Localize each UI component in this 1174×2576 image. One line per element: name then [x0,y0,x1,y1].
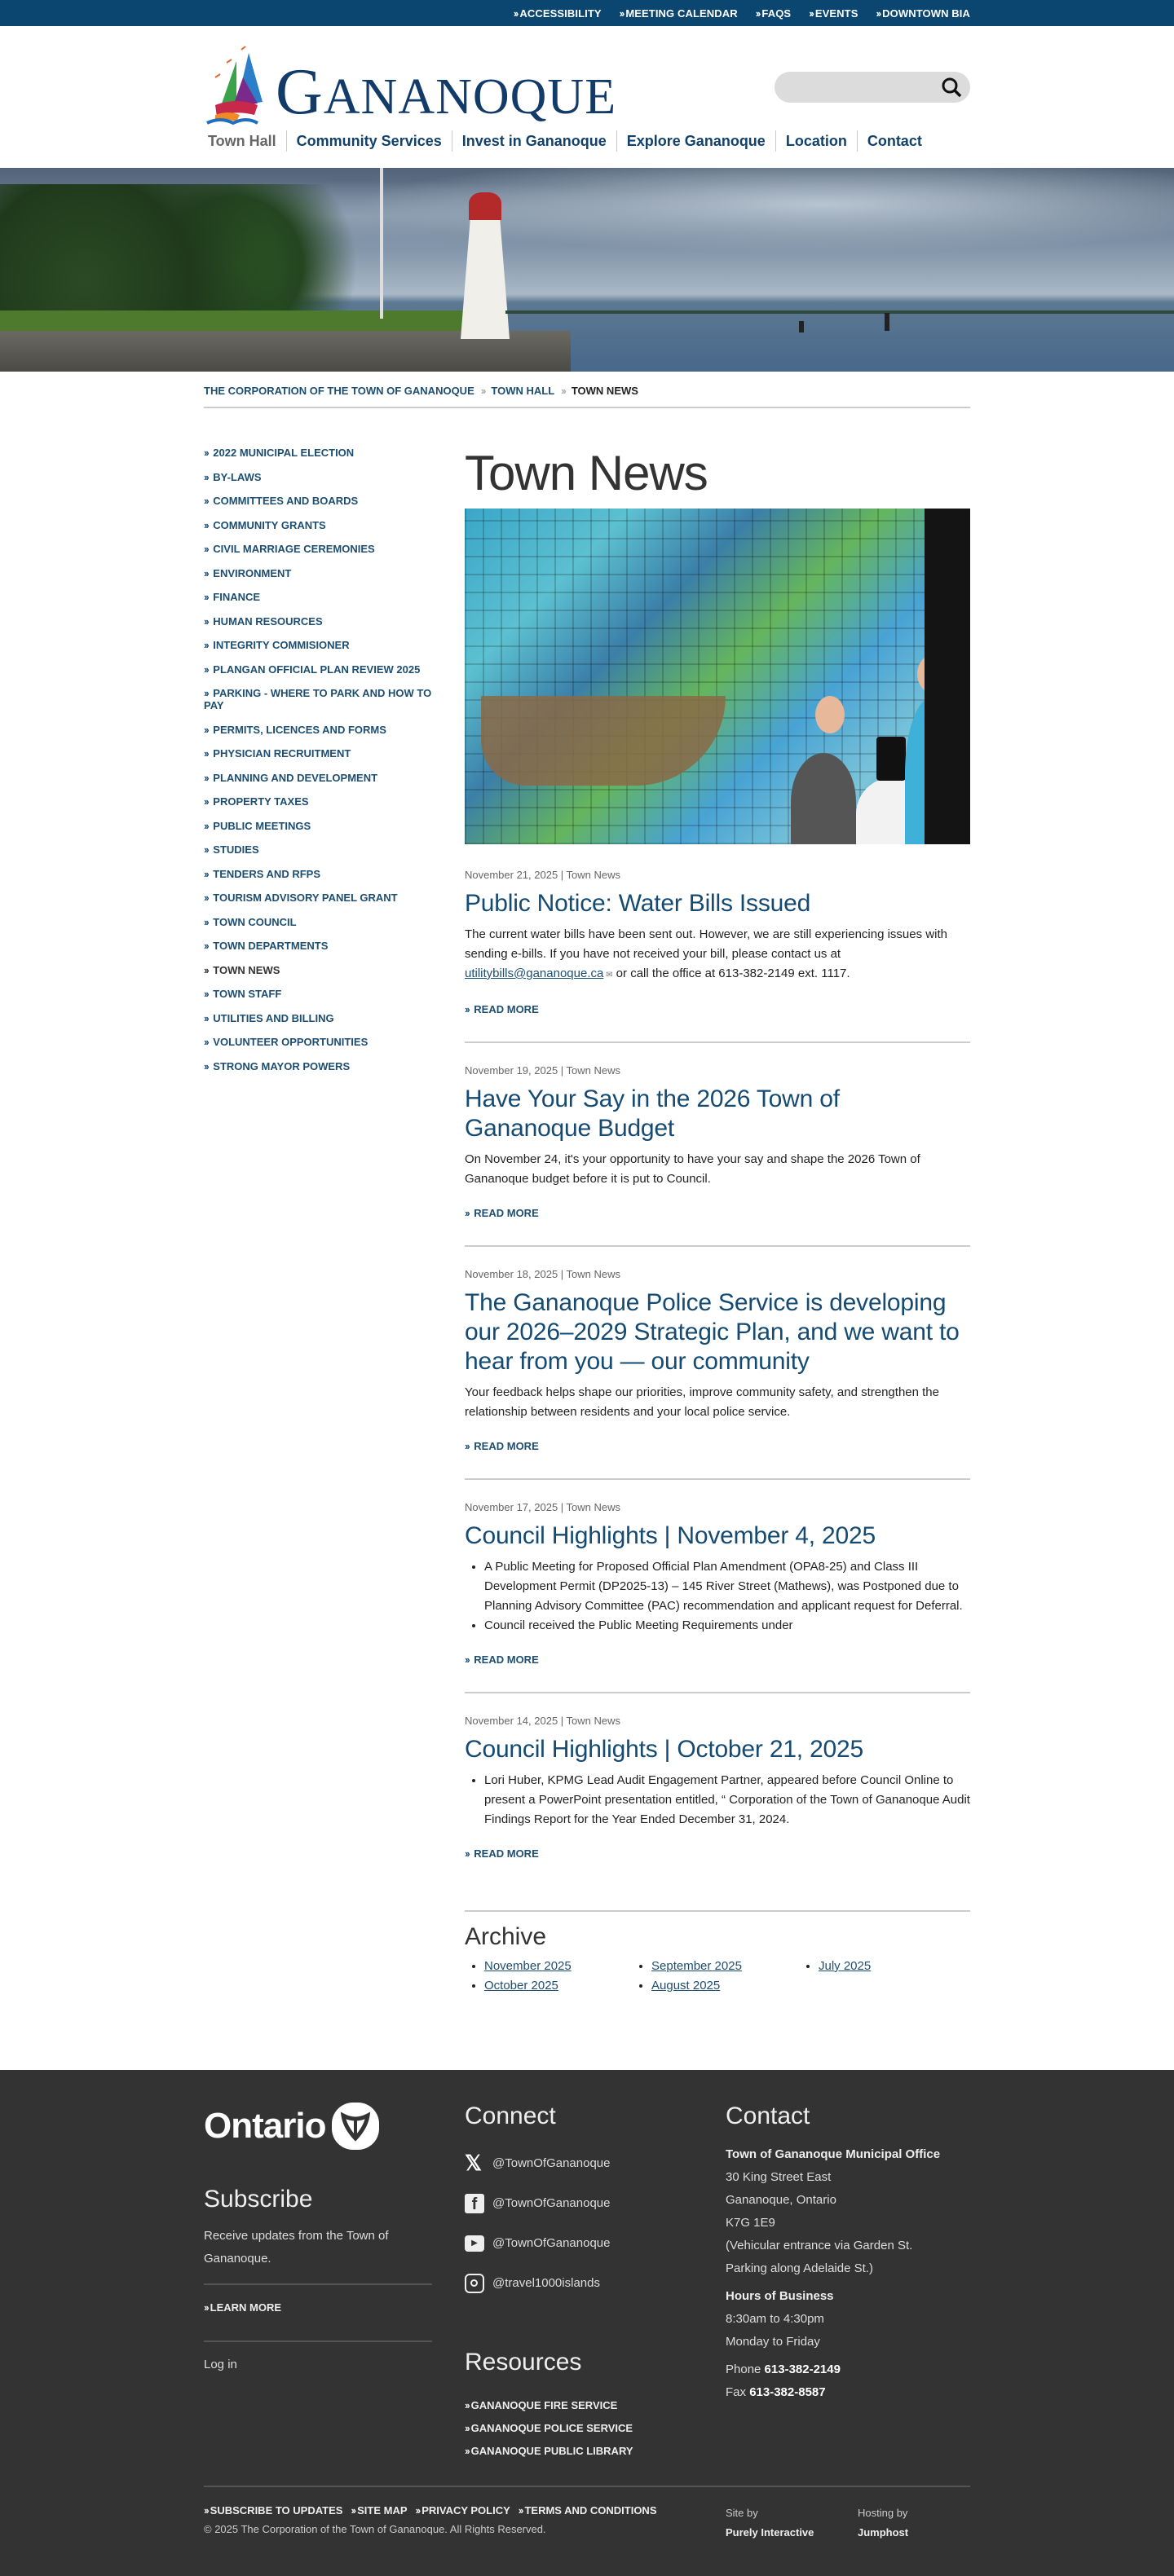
article-meta: November 14, 2025 | Town News [465,1715,621,1727]
sidebar-item[interactable]: ›› TOWN DEPARTMENTS [204,940,329,952]
archive-link[interactable]: September 2025 [651,1959,742,1973]
site-footer [0,2070,1174,2576]
article-title[interactable]: The Gananoque Police Service is developing our 2026–2029 Strategic Plan, and we want to hear from you — our community [465,1289,960,1375]
contact-title: Contact [726,2103,810,2129]
article-excerpt: The current water bills have been sent out. However, we are still experiencing issues with sending e-bills. If you have not received your bill, please contact us at utilitybills@gananoque.ca ✉ or call the office at 613-382-2149 ext. 1117. [465,927,947,980]
ontario-logo[interactable]: Ontario [204,2103,432,2150]
chevron-right-icon: ›› [204,1011,208,1024]
archive-title: Archive [465,1923,547,1950]
search-input[interactable] [788,72,942,103]
site-header [0,26,1174,168]
chevron-right-icon: ›› [204,819,208,832]
page-title: Town News [465,446,708,500]
mail-icon: ✉ [603,971,613,980]
chevron-right-icon: ›› [204,747,208,760]
sidebar-item[interactable]: ›› TOWN COUNCIL [204,915,297,928]
sidebar-item[interactable]: ›› PARKING - WHERE TO PARK AND HOW TO PAY [204,687,432,711]
chevron-right-icon: ›› [465,1440,469,1452]
chevron-right-icon: ›› [204,566,208,579]
sidebar-item[interactable]: ›› TOWN NEWS [204,963,280,976]
hero-banner-image [0,168,1174,372]
archive-list [465,1959,970,1998]
featured-image-mural [465,509,970,844]
utility-link-downtown-bia[interactable]: ›› DOWNTOWN BIA [876,7,970,20]
archive-link[interactable]: July 2025 [819,1959,872,1973]
chevron-right-icon: ›› [204,723,208,736]
facebook-icon: f [465,2194,484,2213]
sidebar-item[interactable]: ›› FINANCE [204,591,261,603]
chevron-right-icon: ›› [465,1003,469,1015]
chevron-right-icon: ›› [204,892,208,904]
youtube-icon: ▶ [465,2235,484,2252]
social-link-instagram[interactable]: @travel1000islands [465,2263,693,2303]
breadcrumb [204,385,970,408]
read-more-link[interactable]: ›› READ MORE [465,1440,539,1452]
nav-community-services[interactable]: Community Services [286,130,452,152]
sidebar-nav [204,447,448,1084]
chevron-right-icon: ›› [204,687,208,699]
footer-contact-column [726,2103,970,2404]
news-article [465,1692,970,1861]
chevron-right-icon: ›› [204,867,208,880]
connect-title: Connect [465,2103,556,2129]
utility-link-events[interactable]: ›› EVENTS [809,7,858,20]
learn-more-link[interactable]: ›› LEARN MORE [204,2301,282,2314]
utility-link-faqs[interactable]: ›› FAQS [755,7,792,20]
chevron-right-icon: ›› [204,518,208,531]
sidebar-item[interactable]: ›› VOLUNTEER OPPORTUNITIES [204,1036,369,1048]
chevron-right-icon: ›› [204,988,208,1000]
divider [465,1478,970,1480]
footer-connect-column [465,2103,693,2463]
footer-left-column [204,2103,432,2376]
trillium-icon [332,2103,379,2150]
breadcrumb-town-hall[interactable]: TOWN HALL [491,385,555,397]
archive-section [465,1923,970,1998]
chevron-right-icon: ›› [204,843,208,856]
sidebar-item[interactable]: ›› COMMUNITY GRANTS [204,518,326,531]
sidebar-item[interactable]: ›› TENDERS AND RFPS [204,867,320,880]
read-more-link[interactable]: ›› READ MORE [465,1653,539,1666]
instagram-icon [465,2274,484,2293]
resource-link-police[interactable]: ›› GANANOQUE POLICE SERVICE [465,2422,633,2434]
footer-link-privacy[interactable]: ›› PRIVACY POLICY [415,2504,510,2517]
read-more-link[interactable]: ›› READ MORE [465,1847,539,1860]
sidebar-item[interactable]: ›› ENVIRONMENT [204,566,292,579]
archive-link[interactable]: October 2025 [484,1979,558,1993]
sidebar-item[interactable]: ›› UTILITIES AND BILLING [204,1011,334,1024]
sidebar-item[interactable]: ›› CIVIL MARRIAGE CEREMONIES [204,543,375,555]
nav-location[interactable]: Location [775,130,857,152]
breadcrumb-current: TOWN NEWS [571,385,638,397]
sidebar-item[interactable]: ›› HUMAN RESOURCES [204,614,323,627]
footer-link-subscribe[interactable]: ›› SUBSCRIBE TO UPDATES [204,2504,343,2517]
chevron-right-icon: ›› [204,1059,208,1072]
search-icon[interactable] [941,77,962,98]
article-meta: November 18, 2025 | Town News [465,1268,621,1280]
chevron-right-icon: ›› [204,614,208,627]
hosting-link[interactable]: Jumphost [858,2526,909,2539]
chevron-right-icon: ›› [204,543,208,555]
article-title[interactable]: Council Highlights | November 4, 2025 [465,1522,876,1549]
sidebar-item[interactable]: ›› STRONG MAYOR POWERS [204,1059,351,1072]
nav-town-hall[interactable]: Town Hall [208,133,276,149]
sidebar-item[interactable]: ›› BY-LAWS [204,470,262,483]
social-link-youtube[interactable]: ▶ @TownOfGananoque [465,2223,693,2263]
sidebar-item[interactable]: ›› PLANNING AND DEVELOPMENT [204,771,378,784]
news-article [465,1041,970,1221]
sidebar-item[interactable]: ›› PHYSICIAN RECRUITMENT [204,747,351,760]
sailboat-logo-icon [204,45,269,126]
chevron-right-icon: ›› [204,639,208,651]
article-excerpt: On November 24, it's your opportunity to have your say and shape the 2026 Town of Gananoque budget before it is put to Council. [465,1152,920,1186]
article-title[interactable]: Public Notice: Water Bills Issued [465,890,811,917]
article-title[interactable]: Have Your Say in the 2026 Town of Gananoque Budget [465,1085,840,1142]
utility-bar [0,0,1174,26]
nav-contact[interactable]: Contact [857,130,932,152]
main-nav [204,130,932,152]
main-content [465,447,970,1998]
sidebar-item[interactable]: ›› STUDIES [204,843,259,856]
divider [465,1910,970,1912]
article-excerpt: Your feedback helps shape our priorities, improve community safety, and strengthen the relationship between residents and your local police service. [465,1385,939,1419]
footer-link-terms[interactable]: ›› TERMS AND CONDITIONS [518,2504,657,2517]
footer-bottom: ›› SUBSCRIBE TO UPDATES ›› SITE MAP ›› PRIVACY POLICY ›› TERMS AND CONDITIONS © 2025 The Corporation of the Town of Gananoque. All Rights Reserved. Site by Purely Interactive Hosting by Jumphost [204,2486,970,2535]
chevron-right-icon: ›› [204,915,208,928]
chevron-right-icon: ›› [204,771,208,784]
chevron-right-icon: ›› [465,1653,469,1666]
chevron-right-icon: ›› [204,470,208,483]
sidebar-item[interactable]: ›› COMMITTEES AND BOARDS [204,495,359,507]
divider [465,1245,970,1247]
site-by-link[interactable]: Purely Interactive [726,2526,814,2539]
chevron-right-icon: ›› [204,447,208,459]
divider [465,1041,970,1043]
x-icon: 𝕏 [465,2151,482,2175]
email-link[interactable]: utilitybills@gananoque.ca [465,967,604,980]
site-logo[interactable]: GANANOQUE [204,41,616,130]
chevron-right-icon: ›› [204,795,208,808]
breadcrumb-separator-icon: ›› [480,385,485,397]
chevron-right-icon: ›› [465,1207,469,1219]
article-meta: November 19, 2025 | Town News [465,1064,621,1077]
sidebar-item[interactable]: ›› TOWN STAFF [204,988,282,1000]
sidebar-item[interactable]: ›› TOURISM ADVISORY PANEL GRANT [204,892,398,904]
social-link-x[interactable]: 𝕏 @TownOfGananoque [465,2151,611,2175]
footer-link-site-map[interactable]: ›› SITE MAP [351,2504,408,2517]
list-item: • Lori Huber, KPMG Lead Audit Engagement Partner, appeared before Council Online to present a PowerPoint presentation entitled, “ Corporation of the Town of Gananoque Audit Findings Report for the Year Ended December 31, 2024. [484,1771,970,1830]
chevron-right-icon: ›› [204,940,208,952]
sidebar-item[interactable]: ›› PERMITS, LICENCES AND FORMS [204,723,386,736]
phone-link[interactable]: 613-382-2149 [764,2362,841,2376]
nav-explore[interactable]: Explore Gananoque [616,130,775,152]
archive-link[interactable]: August 2025 [651,1979,721,1993]
chevron-right-icon: ›› [465,1847,469,1860]
sidebar-item[interactable]: ›› PROPERTY TAXES [204,795,309,808]
news-article [465,869,970,1017]
article-meta: November 17, 2025 | Town News [465,1501,621,1513]
sidebar-item[interactable]: ›› 2022 MUNICIPAL ELECTION [204,447,355,459]
sidebar-item[interactable]: ›› PUBLIC MEETINGS [204,819,311,832]
resource-link-fire[interactable]: ›› GANANOQUE FIRE SERVICE [465,2399,618,2411]
news-article [465,1478,970,1667]
breadcrumb-separator-icon: ›› [561,385,565,397]
article-meta: November 21, 2025 | Town News [465,869,621,881]
breadcrumb-home[interactable]: THE CORPORATION OF THE TOWN OF GANANOQUE [204,385,474,397]
divider [465,1692,970,1693]
chevron-right-icon: ›› [204,1036,208,1048]
article-excerpt [465,1557,970,1636]
nav-invest[interactable]: Invest in Gananoque [452,130,616,152]
utility-link-meeting-calendar[interactable]: ›› MEETING CALENDAR [619,7,738,20]
archive-link[interactable]: November 2025 [484,1959,572,1973]
social-link-facebook[interactable]: f @TownOfGananoque [465,2183,693,2223]
list-item: • Council received the Public Meeting Requirements under [484,1616,970,1636]
subscribe-title: Subscribe [204,2186,313,2213]
copyright: © 2025 The Corporation of the Town of Gananoque. All Rights Reserved. [204,2523,546,2535]
login-link[interactable]: Log in [204,2358,237,2371]
article-excerpt [465,1771,970,1830]
contact-info: Town of Gananoque Municipal Office 30 King Street East Gananoque, Ontario K7G 1E9 (Vehicular entrance via Garden St. Parking along Adelaide St.) Hours of Business 8:30am to 4:30pm Monday to Friday Phone 613-382-2149 Fax 613-382-8587 [726,2147,941,2399]
resources-title: Resources [465,2349,582,2376]
utility-link-accessibility[interactable]: ›› ACCESSIBILITY [513,7,602,20]
sidebar-item[interactable]: ›› INTEGRITY COMMISIONER [204,639,350,651]
sidebar-item[interactable]: ›› PLANGAN OFFICIAL PLAN REVIEW 2025 [204,663,421,676]
subscribe-text: Receive updates from the Town of Gananoque. [204,2229,389,2266]
search-field[interactable] [775,72,970,103]
news-article [465,1245,970,1454]
chevron-right-icon: ›› [204,591,208,603]
read-more-link[interactable]: ›› READ MORE [465,1207,539,1219]
resource-link-library[interactable]: ›› GANANOQUE PUBLIC LIBRARY [465,2445,633,2457]
list-item: • A Public Meeting for Proposed Official Plan Amendment (OPA8-25) and Class III Development Permit (DP2025-13) – 145 River Street (Mathews), was Postponed due to Planning Advisory Committee (PAC) recommendation and applicant request for Deferral. [484,1557,970,1616]
chevron-right-icon: ›› [204,963,208,976]
chevron-right-icon: ›› [204,495,208,507]
chevron-right-icon: ›› [204,663,208,676]
article-title[interactable]: Council Highlights | October 21, 2025 [465,1736,864,1763]
read-more-link[interactable]: ›› READ MORE [465,1003,539,1015]
